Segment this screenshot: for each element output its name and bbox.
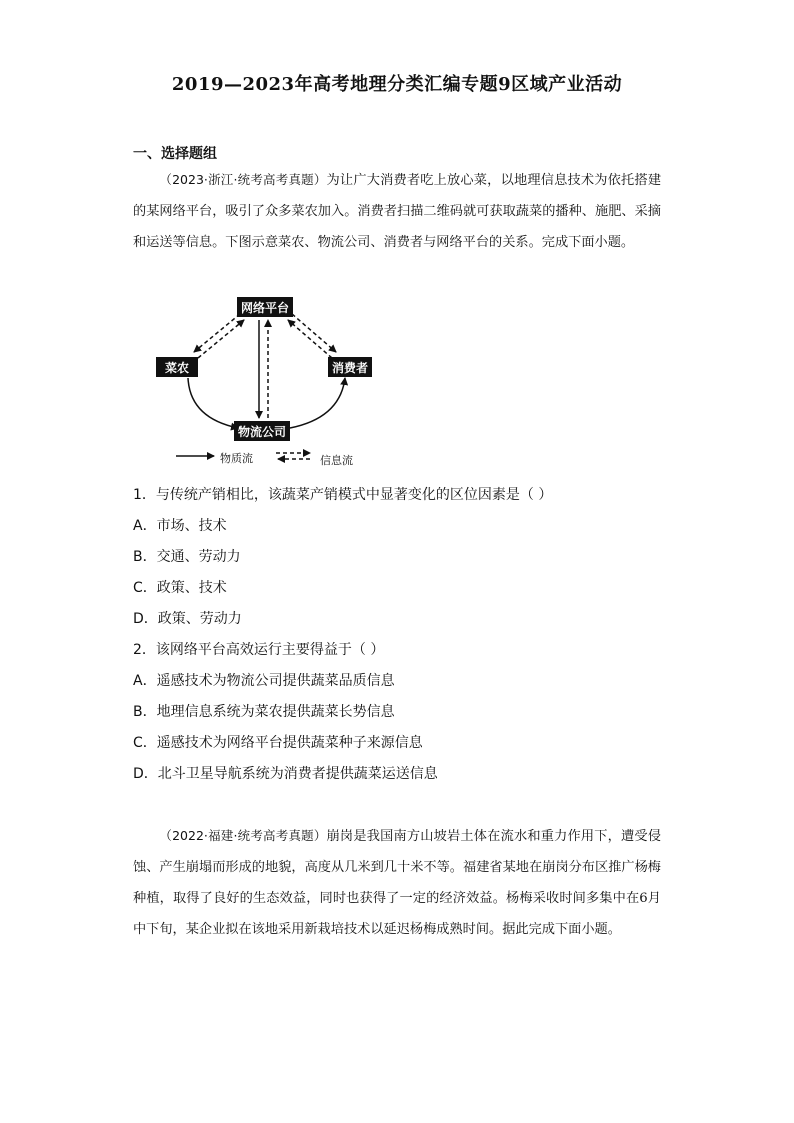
question-1-option-b: B．交通、劳动力	[133, 549, 241, 565]
material-flow-logistics-consumer	[290, 378, 345, 428]
question-1-option-c: C．政策、技术	[133, 580, 227, 596]
passage-2-source: （2022·福建·统考高考真题）	[159, 828, 327, 843]
question-2-option-d: D．北斗卫星导航系统为消费者提供蔬菜运送信息	[133, 766, 438, 782]
info-flow-platform-farmer	[194, 314, 240, 352]
question-2-option-b: B．地理信息系统为菜农提供蔬菜长势信息	[133, 704, 395, 720]
passage-2-text: 崩岗是我国南方山坡岩土体在流水和重力作用下，遭受侵蚀、产生崩塌而形成的地貌，高度从几米到几十米不等。福建省某地在崩岗分布区推广杨梅种植，取得了良好的生态效益，同时也获得了一定的经济效益。杨梅采收时间多集中在6月中下旬，某企业拟在该地采用新栽培技术以延迟杨梅成熟时间。据此完成下面小题。	[133, 829, 662, 937]
section-heading: 一、选择题组	[133, 146, 217, 162]
passage-1	[133, 164, 661, 258]
passage-1-source: （2023·浙江·统考高考真题）	[159, 172, 327, 187]
question-1-option-d: D．政策、劳动力	[133, 611, 242, 627]
info-flow-consumer-platform	[288, 320, 332, 358]
question-1-option-a: A．市场、技术	[133, 518, 227, 534]
info-flow-platform-consumer	[292, 314, 336, 352]
info-flow-farmer-platform	[198, 320, 244, 358]
node-consumer-label: 消费者	[331, 361, 369, 375]
material-flow-farmer-logistics	[188, 378, 238, 428]
legend-info-label: 信息流	[320, 454, 353, 467]
legend-material-label: 物质流	[220, 452, 253, 465]
node-platform-label: 网络平台	[240, 301, 290, 315]
passage-1-text: 为让广大消费者吃上放心菜，以地理信息技术为依托搭建的某网络平台，吸引了众多菜农加入。消费者扫描二维码就可获取蔬菜的播种、施肥、采摘和运送等信息。下图示意菜农、物流公司、消费者与网络平台的关系。完成下面小题。	[133, 173, 662, 250]
question-1-stem: 1．与传统产销相比，该蔬菜产销模式中显著变化的区位因素是（ ）	[133, 487, 553, 503]
page-title: 2019—2023年高考地理分类汇编专题9区域产业活动	[171, 74, 623, 95]
relationship-diagram	[150, 290, 390, 475]
question-2-option-a: A．遥感技术为物流公司提供蔬菜品质信息	[133, 673, 395, 689]
node-farmer-label: 菜农	[164, 361, 190, 375]
node-logistics-label: 物流公司	[237, 425, 287, 439]
question-2-option-c: C．遥感技术为网络平台提供蔬菜种子来源信息	[133, 735, 423, 751]
question-2-stem: 2．该网络平台高效运行主要得益于（ ）	[133, 642, 385, 658]
passage-2	[133, 820, 661, 945]
